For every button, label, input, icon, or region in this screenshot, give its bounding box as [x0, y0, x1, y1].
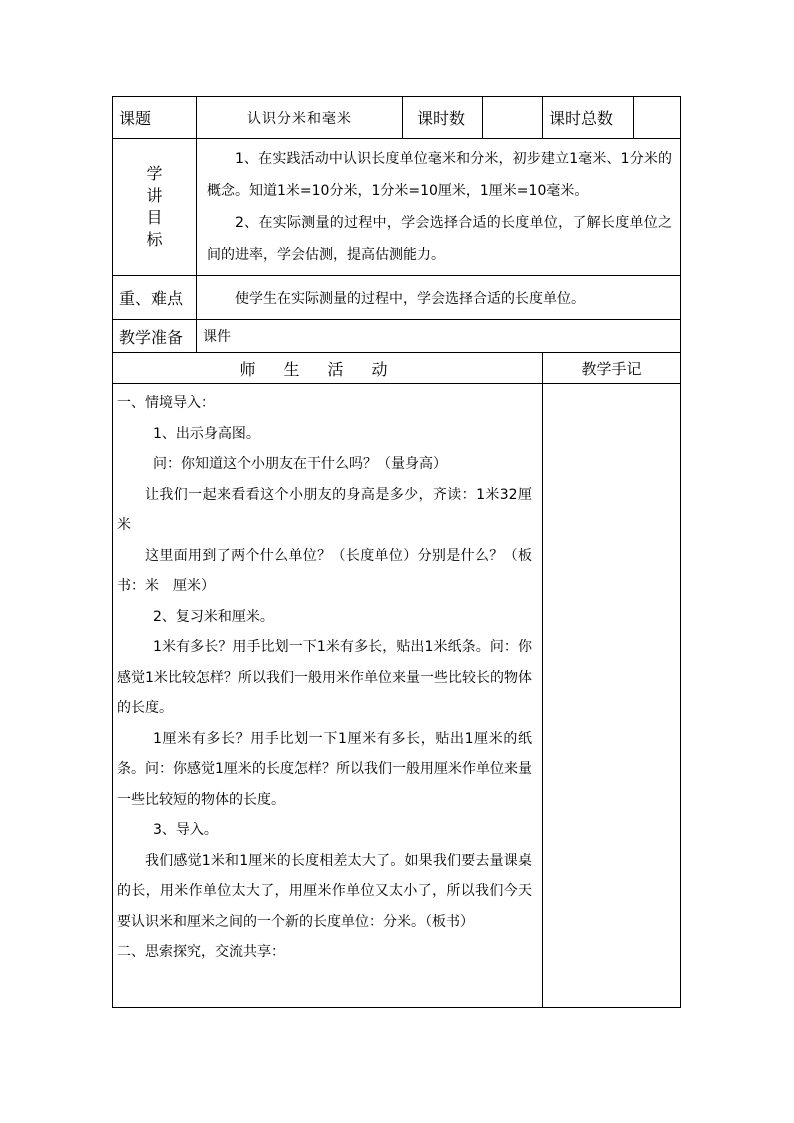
notes-heading: 教学手记 [543, 353, 681, 384]
activity-heading: 师生活动 [113, 353, 543, 384]
preparation-text: 课件 [197, 320, 681, 353]
activity-paragraph: 让我们一起来看看这个小朋友的身高是多少，齐读：1米32厘米 [117, 486, 532, 533]
activity-body-row [113, 384, 681, 1008]
activity-paragraph: 2、复习米和厘米。 [153, 608, 274, 625]
activity-content [113, 384, 543, 1008]
total-hours-value [634, 97, 681, 139]
goal-paragraph: 1、在实践活动中认识长度单位毫米和分米，初步建立1毫米、1分米的概念。知道1米=10分米，1分米=10厘米，1厘米=10毫米。 [207, 151, 673, 199]
hours-value [483, 97, 543, 139]
total-hours-label: 课时总数 [543, 97, 634, 139]
activity-paragraph: 这里面用到了两个什么单位？（长度单位）分别是什么？（板书：米 厘米） [117, 547, 532, 594]
goals-row [113, 139, 681, 276]
activity-heading-row [113, 353, 681, 384]
activity-paragraph: 3、导入。 [153, 822, 218, 838]
teaching-notes [543, 384, 681, 1008]
goal-paragraph: 2、在实际测量的过程中，学会选择合适的长度单位，了解长度单位之间的进率，学会估测，提高估测能力。 [207, 215, 673, 263]
hours-label: 课时数 [403, 97, 483, 139]
preparation-label: 教学准备 [113, 320, 197, 353]
key-points-label: 重、难点 [113, 276, 197, 320]
activity-paragraph: 1、出示身高图。 [153, 425, 260, 442]
key-points-row [113, 276, 681, 320]
activity-paragraph: 一、情境导入： [117, 395, 215, 411]
preparation-row [113, 320, 681, 353]
lesson-plan-table [112, 96, 681, 1008]
activity-paragraph: 问：你知道这个小朋友在干什么吗？（量身高） [153, 456, 447, 472]
key-points-text: 使学生在实际测量的过程中，学会选择合适的长度单位。 [197, 276, 681, 320]
header-row [113, 97, 681, 139]
goals-label [113, 139, 197, 276]
activity-paragraph: 二、思索探究，交流共享： [117, 944, 285, 960]
activity-paragraph: 1厘米有多长？用手比划一下1厘米有多长，贴出1厘米的纸条。问：你感觉1厘米的长度怎样？所以我们一般用厘米作单位来量一些比较短的物体的长度。 [117, 730, 532, 808]
activity-paragraph: 我们感觉1米和1厘米的长度相差太大了。如果我们要去量课桌的长，用米作单位太大了，用厘米作单位又太小了，所以我们今天要认识米和厘米之间的一个新的长度单位：分米。（板书） [117, 852, 532, 930]
goals-label-char: 学 [146, 164, 163, 183]
goals-text [197, 139, 681, 276]
lesson-plan-sheet [112, 96, 680, 1002]
topic-value: 认识分米和毫米 [197, 97, 403, 139]
goals-label-char: 讲 [146, 186, 163, 205]
activity-paragraph: 1米有多长？用手比划一下1米有多长，贴出1米纸条。问：你感觉1米比较怎样？所以我们一般用米作单位来量一些比较长的物体的长度。 [117, 639, 532, 716]
goals-label-char: 目 [146, 208, 163, 227]
goals-label-char: 标 [146, 230, 163, 249]
topic-label: 课题 [113, 97, 197, 139]
